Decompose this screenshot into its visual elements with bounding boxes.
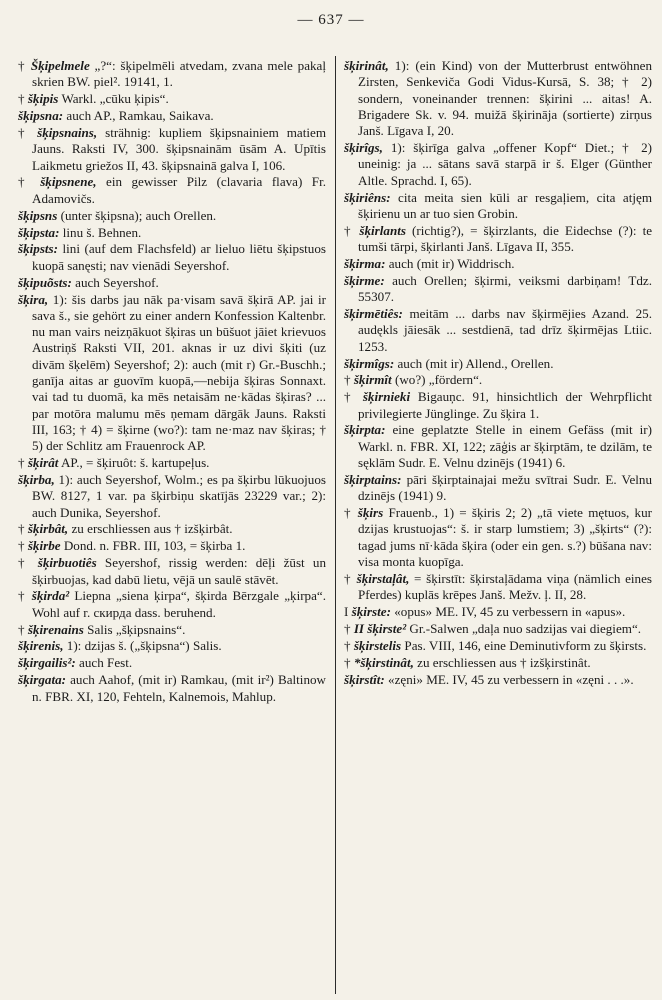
dictionary-entry bbox=[344, 356, 652, 372]
entry-marker: † bbox=[18, 521, 25, 537]
entry-text: auch (mit ir) Allend., Orellen. bbox=[397, 355, 554, 371]
entry-text: „?“: šķipelmēli atvedam, zvana mele pakaļ skrien BW. piel². 19141, 1. bbox=[32, 58, 326, 90]
entry-marker: † bbox=[18, 621, 25, 637]
dictionary-entry bbox=[18, 225, 326, 241]
dictionary-entry bbox=[18, 174, 326, 207]
entry-text: (richtig?), = šķirzlants, die Eidechse (?): te tumši tārpi, šķirlanti Janš. Līgava II, 355. bbox=[358, 222, 653, 255]
entry-headword: šķirîgs, bbox=[344, 140, 383, 156]
dictionary-entry bbox=[344, 621, 652, 637]
entry-headword: šķirnieki bbox=[362, 389, 411, 405]
dictionary-entry bbox=[18, 638, 326, 654]
entry-marker: † bbox=[18, 555, 30, 571]
entry-headword: šķipis bbox=[27, 91, 59, 107]
entry-text: zu erschliessen aus † izšķirstinât. bbox=[417, 654, 591, 670]
entry-text: strähnig: kupliem šķipsnainiem matiem Jauns. Raksti IV, 300. šķipsnainām ūsām A. Upītis Laikmetu griežos II, 43. šķipsnainā galva I, 106. bbox=[32, 124, 327, 173]
dictionary-entry bbox=[18, 108, 326, 124]
entry-headword: šķirmētiês: bbox=[344, 306, 403, 322]
entry-text: auch Aahof, (mit ir) Ramkau, (mit ir²) Baltinow n. FBR. XI, 120, Fehteln, Kalnemois, Mahlup. bbox=[32, 672, 326, 704]
entry-text: Warkl. „cūku ķipis“. bbox=[61, 91, 169, 107]
dictionary-entry bbox=[344, 638, 652, 654]
dictionary-entry bbox=[18, 622, 326, 638]
dictionary-entry bbox=[18, 275, 326, 291]
entry-headword: šķirs bbox=[357, 505, 384, 521]
entry-text: lini (auf dem Flachsfeld) ar lieluo liētu šķipstuos kuopā sanęsti; nav vienādi Seyershof. bbox=[32, 241, 326, 273]
entry-marker: † bbox=[18, 174, 31, 190]
entry-text: auch Orellen; šķirmi, veiksmi darbiņam! Tdz. 55307. bbox=[358, 272, 652, 305]
entry-text: Frauenb., 1) = šķiris 2; 2) „tā viete mętuos, kur dzijas krustuojas“: š. ir starp lumstiem; 3) „šķirts“ (?): tagad jums nī·kāda šķira (oder ein gen. s.?) būšana nav: visa monta kuopīga. bbox=[358, 505, 653, 570]
dictionary-entry bbox=[344, 372, 652, 388]
dictionary-entry bbox=[18, 292, 326, 455]
entry-text: eine geplatzte Stelle in einem Gefäss (mit ir) Warkl. n. FBR. XI, 122; zāģis ar šķirptām, te dzilām, te sęklām Sudr. E. Velnu dzinējs (1941) 6. bbox=[358, 422, 652, 471]
dictionary-entry bbox=[18, 588, 326, 621]
entry-headword: šķirgata: bbox=[18, 672, 67, 688]
entry-text: Liepna „siena ķirpa“, šķirda Bērzgale „ķirpa“. Wohl auf r. скирда dass. beruhend. bbox=[32, 588, 327, 620]
entry-text: Dond. n. FBR. III, 103, = šķirba 1. bbox=[63, 538, 246, 554]
entry-headword: šķirme: bbox=[344, 272, 385, 288]
entry-text: = šķirstīt: šķirstaļādama viņa (nämlich eines Pferdes) kuplās krēpes Janš. Mežv. ļ. II, 28. bbox=[358, 570, 653, 603]
entry-text: 1): dzijas š. („šķipsna“) Salis. bbox=[66, 638, 222, 654]
entry-headword: šķirba, bbox=[18, 471, 55, 487]
entry-marker: † bbox=[344, 637, 351, 653]
entry-marker: † bbox=[18, 91, 25, 107]
dictionary-entry bbox=[18, 672, 326, 705]
entry-text: «opus» ME. IV, 45 zu verbessern in «apus». bbox=[394, 604, 626, 620]
dictionary-entry bbox=[18, 472, 326, 521]
entry-marker: † bbox=[18, 588, 27, 604]
column-divider bbox=[335, 56, 336, 994]
entry-marker: † bbox=[344, 222, 354, 238]
entry-headword: šķirmîgs: bbox=[344, 355, 395, 371]
page-number: — 637 — bbox=[297, 12, 365, 28]
entry-marker: † bbox=[18, 538, 25, 554]
entry-headword: šķipsns bbox=[18, 207, 58, 223]
entry-text: Seyershof, rissig werden: dēļi žūst un šķirbuojas, kad dabū lietu, vējā un saulē stāvēt. bbox=[32, 555, 327, 587]
dictionary-entry bbox=[18, 521, 326, 537]
dictionary-entry bbox=[18, 58, 326, 91]
entry-marker: † bbox=[344, 389, 356, 405]
dictionary-entry bbox=[344, 672, 652, 688]
entry-marker: † bbox=[344, 621, 351, 636]
entry-headword: šķirinât, bbox=[344, 58, 389, 73]
entry-headword: šķirptains: bbox=[344, 471, 402, 487]
entry-text: Gr.-Salwen „daļa nuo sadzijas vai diegiem“. bbox=[409, 621, 642, 636]
dictionary-entry bbox=[344, 140, 652, 189]
entry-marker: † bbox=[344, 505, 353, 521]
entry-headword: *šķirstinât, bbox=[353, 654, 414, 670]
dictionary-entry bbox=[344, 604, 652, 620]
entry-text: 1): šķirīga galva „offener Kopf“ Diet.; † 2) uneinig: ja ... sātans savā starpā ir š. Elger (Günther Altle. Sprachd. I, 65). bbox=[358, 140, 652, 188]
entry-text: 1): auch Seyershof, Wolm.; es pa šķirbu lūkuojuos BW. 8127, 1 var. pa šķirbiņu skatījās 23229 var.; 2): auch Dunika, Seyershof. bbox=[32, 471, 326, 520]
entry-text: pāri šķirptainajai mežu svītrai Sudr. E. Velnu dzinējs (1941) 9. bbox=[358, 471, 653, 504]
dictionary-entry bbox=[344, 571, 652, 604]
dictionary-entry bbox=[344, 505, 652, 570]
entry-headword: šķirstelis bbox=[353, 637, 402, 653]
entry-marker: † bbox=[344, 372, 351, 388]
dictionary-entry bbox=[18, 241, 326, 274]
entry-headword: šķiriêns: bbox=[344, 189, 391, 205]
entry-text: (unter šķipsna); auch Orellen. bbox=[60, 207, 217, 223]
entry-headword: šķirbât, bbox=[27, 521, 69, 537]
entry-headword: Šķipelmele bbox=[30, 58, 90, 73]
dictionary-entry bbox=[18, 555, 326, 588]
entry-text: meitām ... darbs nav šķirmējies Azand. 25. audękls jāiesāk ... sestdienā, tad drīz šķirmējas Ltiic. 1253. bbox=[358, 306, 652, 354]
dictionary-entry bbox=[18, 538, 326, 554]
entry-headword: šķipsta: bbox=[18, 224, 60, 240]
entry-headword: šķirgailis²: bbox=[18, 655, 76, 671]
entry-headword: šķirma: bbox=[344, 255, 386, 271]
right-column bbox=[344, 58, 652, 689]
entry-text: (wo?) „fördern“. bbox=[394, 372, 483, 388]
entry-headword: II šķirste² bbox=[353, 621, 407, 636]
entry-text: zu erschliessen aus † izšķirbât. bbox=[71, 521, 233, 537]
entry-headword: šķirda² bbox=[31, 588, 70, 604]
entry-headword: šķira, bbox=[18, 291, 49, 307]
dictionary-entry bbox=[18, 208, 326, 224]
entry-text: Salis „šķipsnains“. bbox=[87, 621, 186, 637]
dictionary-entry bbox=[18, 125, 326, 174]
entry-text: auch Seyershof. bbox=[75, 274, 159, 290]
dictionary-entry bbox=[344, 256, 652, 272]
dictionary-entry bbox=[18, 655, 326, 671]
left-column bbox=[18, 58, 326, 705]
entry-text: cita meita sien kūli ar resgaļiem, cita atjęm šķirienu un ar tuo sien Grobin. bbox=[358, 189, 653, 221]
entry-headword: šķirenains bbox=[27, 621, 84, 637]
dictionary-entry bbox=[344, 58, 652, 139]
entry-text: auch Fest. bbox=[79, 655, 133, 671]
entry-headword: šķirmît bbox=[353, 372, 392, 388]
entry-marker: † bbox=[18, 124, 30, 140]
entry-headword: šķirste: bbox=[351, 604, 391, 620]
entry-text: auch AP., Ramkau, Saikava. bbox=[66, 108, 214, 124]
entry-headword: šķirlants bbox=[359, 222, 406, 238]
dictionary-entry bbox=[344, 306, 652, 355]
entry-headword: šķirpta: bbox=[344, 422, 386, 438]
entry-text: Bigauņc. 91, hinsichtlich der Wehrpflicht privilegierte Jünglinge. Zu šķira 1. bbox=[358, 389, 652, 421]
entry-text: linu š. Behnen. bbox=[62, 224, 142, 240]
entry-marker: † bbox=[344, 654, 351, 670]
dictionary-entry bbox=[18, 455, 326, 471]
entry-headword: šķirbuotiês bbox=[37, 555, 97, 571]
entry-headword: šķipsnains, bbox=[37, 124, 98, 140]
entry-marker: † bbox=[18, 58, 27, 73]
entry-headword: šķirenis, bbox=[18, 638, 64, 654]
entry-text: «zęni» ME. IV, 45 zu verbessern in «zęni . . .». bbox=[388, 671, 634, 687]
entry-headword: šķirstît: bbox=[344, 671, 385, 687]
dictionary-entry bbox=[344, 273, 652, 306]
entry-headword: šķirbe bbox=[27, 538, 61, 554]
entry-marker: I bbox=[344, 604, 349, 620]
entry-text: Pas. VIII, 146, eine Deminutivform zu šķirsts. bbox=[404, 637, 647, 653]
entry-text: 1): (ein Kind) von der Mutterbrust entwöhnen Zirsten, Senkeviča Godi Vidus-Kursā, S. 38; † 2) sondern, voneinander trennen: šķirini ... aitas! A. Brigadere Sk. v. 94. muižā šķirināja (sortierte) zirņus Janš. Līgava I, 20. bbox=[358, 58, 652, 139]
dictionary-entry bbox=[344, 472, 652, 505]
entry-headword: šķipuõsts: bbox=[18, 274, 72, 290]
entry-headword: šķipsna: bbox=[18, 108, 64, 124]
dictionary-entry bbox=[344, 655, 652, 671]
dictionary-entry bbox=[344, 190, 652, 223]
entry-text: 1): šis darbs jau nāk pa·visam savā šķirā AP. jai ir sava š., sie gehört zu einer andern Konfession Kaltenbr. nu man vairs neizņākuot šķiras un būšuot jāiet krievuos Austriņš Raksti VII, 201. aknas ir uz divi šķiti (uz divām šķelēm) Seyershof; 2): auch (mit r) Gr.-Buschh.; ganīja aitas ar guovīm kuopā,—nebija šķiras Sonnaxt. vai tad tu duomā, ka mēs netaisām ne·kādas šķiras? ... par motōra malumu mēs ņemam dārgāk Jauns. Raksti III, 163; † 4) = šķirne (wo?): tam ne·maz nav šķiras; † 5) der Schlitz am Frauenrock AP. bbox=[32, 291, 326, 454]
entry-headword: šķirât bbox=[27, 455, 59, 471]
entry-marker: † bbox=[18, 455, 25, 471]
entry-marker: † bbox=[344, 570, 352, 586]
entry-text: ein gewisser Pilz (clavaria flava) Fr. Adamovičs. bbox=[32, 174, 326, 206]
dictionary-entry bbox=[344, 389, 652, 422]
entry-headword: šķipsnene, bbox=[40, 174, 97, 190]
entry-headword: šķirstaļât, bbox=[356, 570, 410, 586]
entry-text: auch (mit ir) Widdrisch. bbox=[388, 255, 515, 271]
dictionary-entry bbox=[344, 422, 652, 471]
entry-headword: šķipsts: bbox=[18, 241, 59, 257]
dictionary-entry bbox=[344, 223, 652, 256]
entry-text: AP., = šķiruôt: š. kartupeļus. bbox=[60, 455, 210, 471]
dictionary-entry bbox=[18, 91, 326, 107]
